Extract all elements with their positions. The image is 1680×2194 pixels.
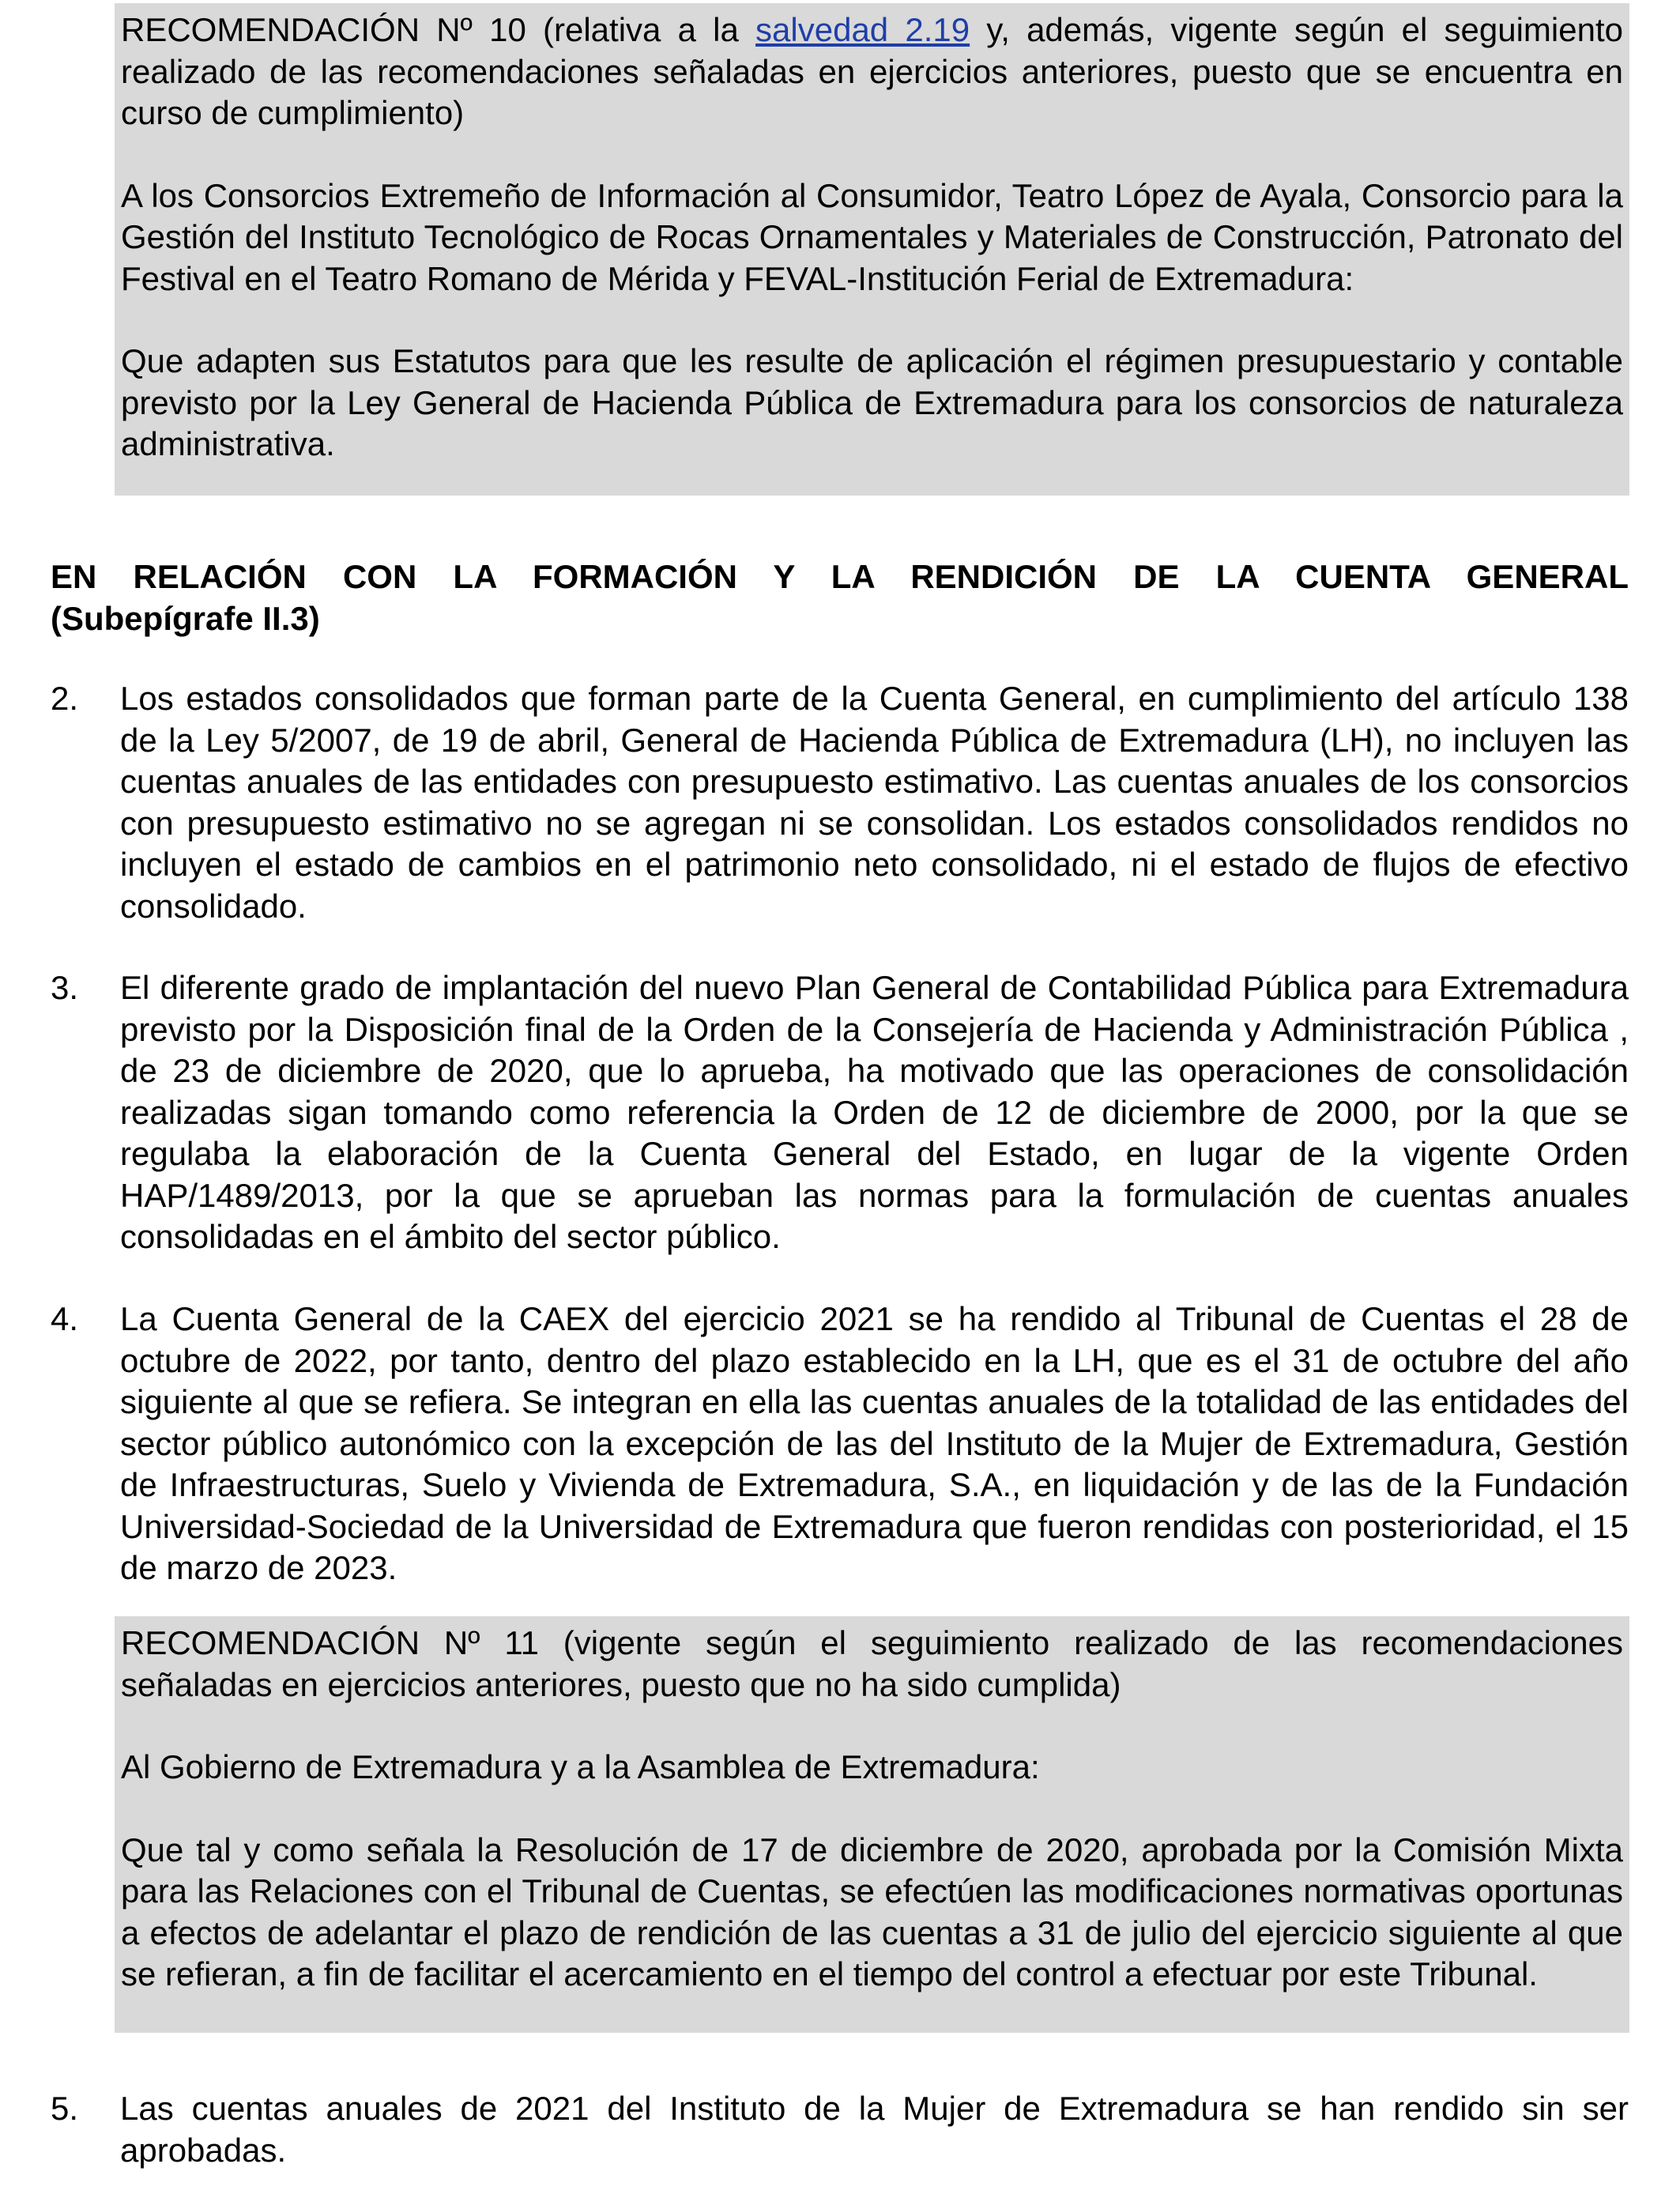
list-item-text: Las cuentas anuales de 2021 del Instituto de la Mujer de Extremadura se han rendido sin ser aprobadas. — [120, 2090, 1629, 2169]
list-item-number: 3. — [51, 969, 79, 1006]
list-item-text: Los estados consolidados que forman parte de la Cuenta General, en cumplimiento del artículo 138 de la Ley 5/2007, de 19 de abril, General de Hacienda Pública de Extremadura (LH), no incluyen las cuentas anuales de las entidades con presupuesto estimativo. Las cuentas anuales de los consorcios con presupuesto estimativo no se agregan ni se consolidan. Los estados consolidados rendidos no incluyen el estado de cambios en el patrimonio neto consolidado, ni el estado de flujos de efectivo consolidado. — [120, 680, 1629, 925]
list-item — [51, 1299, 1629, 1589]
recommendation-11-box — [115, 1616, 1629, 2033]
section-heading — [51, 556, 1629, 639]
list-item-text: La Cuenta General de la CAEX del ejercicio 2021 se ha rendido al Tribunal de Cuentas el 28 de octubre de 2022, por tanto, dentro del plazo establecido en la LH, que es el 31 de octubre del año siguiente al que se refiera. Se integran en ella las cuentas anuales de la totalidad de las entidades del sector público autonómico con la excepción de las del Instituto de la Mujer de Extremadura, Gestión de Infraestructuras, Suelo y Vivienda de Extremadura, S.A., en liquidación y de las de la Fundación Universidad-Sociedad de la Universidad de Extremadura que fueron rendidas con posterioridad, el 15 de marzo de 2023. — [120, 1300, 1629, 1586]
list-item-number: 5. — [51, 2090, 79, 2127]
recommendation-11-text: Que tal y como señala la Resolución de 17 de diciembre de 2020, aprobada por la Comisión Mixta para las Relaciones con el Tribunal de Cuentas, se efectúen las modificaciones normativas oportunas a efectos de adelantar el plazo de rendición de las cuentas a 31 de julio del ejercicio siguiente al que se refieran, a fin de facilitar el acercamiento en el tiempo del control a efectuar por este Tribunal. — [121, 1830, 1623, 1992]
section-heading-line1: EN RELACIÓN CON LA FORMACIÓN Y LA RENDICIÓN DE LA CUENTA GENERAL — [51, 558, 1629, 595]
recommendation-10-title — [121, 9, 1623, 134]
salvedad-link[interactable]: salvedad 2.19 — [755, 11, 970, 48]
recommendation-10-box — [115, 3, 1629, 496]
recommendation-10-title-end: y, además, vigente según el seguimiento realizado de las recomendaciones señaladas en ejercicios anteriores, puesto que se encuentra en curso de cumplimiento) — [121, 11, 1623, 131]
list-item-number: 2. — [51, 680, 79, 717]
list-item — [51, 678, 1629, 927]
recommendation-11-addressees: Al Gobierno de Extremadura y a la Asamblea de Extremadura: — [121, 1748, 1040, 1785]
recommendation-11-title: RECOMENDACIÓN Nº 11 (vigente según el seguimiento realizado de las recomendaciones señaladas en ejercicios anteriores, puesto que no ha sido cumplida) — [121, 1624, 1623, 1703]
list-item — [51, 967, 1629, 1258]
list-item-text: El diferente grado de implantación del nuevo Plan General de Contabilidad Pública para Extremadura previsto por la Disposición final de la Orden de la Consejería de Hacienda y Administración Pública , de 23 de diciembre de 2020, que lo aprueba, ha motivado que las operaciones de consolidación realizadas sigan tomando como referencia la Orden de 12 de diciembre de 2000, por la que se regulaba la elaboración de la Cuenta General del Estado, en lugar de la vigente Orden HAP/1489/2013, por la que se aprueban las normas para la formulación de cuentas anuales consolidadas en el ámbito del sector público. — [120, 969, 1629, 1255]
recommendation-10-title-start: RECOMENDACIÓN Nº 10 (relativa a la — [121, 11, 756, 48]
recommendation-10-text: Que adapten sus Estatutos para que les resulte de aplicación el régimen presupuestario y contable previsto por la Ley General de Hacienda Pública de Extremadura para los consorcios de naturaleza administrativa. — [121, 342, 1623, 462]
list-item — [51, 2088, 1629, 2171]
list-item-number: 4. — [51, 1300, 79, 1337]
recommendation-10-addressees: A los Consorcios Extremeño de Información al Consumidor, Teatro López de Ayala, Consorcio para la Gestión del Instituto Tecnológico de Rocas Ornamentales y Materiales de Construcción, Patronato del Festival en el Teatro Romano de Mérida y FEVAL-Institución Ferial de Extremadura: — [121, 176, 1623, 297]
section-heading-line2: (Subepígrafe II.3) — [51, 599, 320, 637]
